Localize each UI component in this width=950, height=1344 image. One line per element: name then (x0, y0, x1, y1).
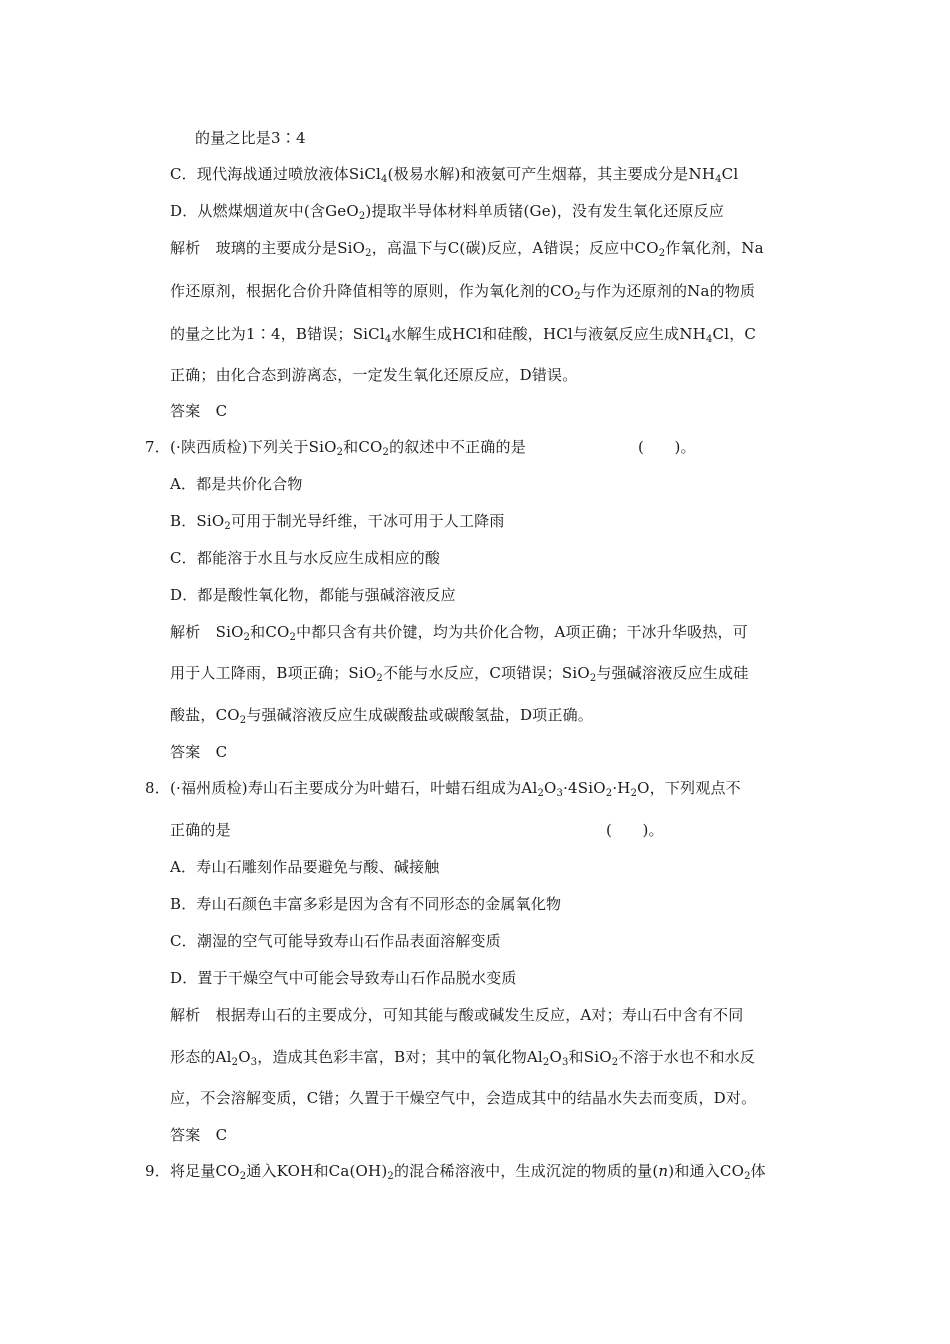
text-span: 与强碱溶液反应生成碳酸盐或碳酸氢盐，D项正确。 (246, 706, 593, 724)
option-a (170, 856, 439, 878)
text-span: D．都是酸性氧化物，都能与强碱溶液反应 (170, 586, 456, 604)
text-span: 水解生成HCl和硅酸，HCl与液氨反应生成NH (391, 325, 706, 343)
answer (170, 400, 227, 422)
subscript: 2 (224, 521, 231, 532)
text-span: A．都是共价化合物 (170, 475, 303, 493)
answer-paren (638, 436, 696, 458)
text-span: O (549, 1048, 562, 1066)
text-span: 正确；由化合态到游离态，一定发生氧化还原反应，D错误。 (170, 366, 578, 384)
text-span: B．SiO (170, 512, 225, 530)
explanation-line (170, 323, 756, 345)
option-d (170, 584, 456, 606)
text-span: 答案 C (170, 402, 228, 420)
text-span: 和CO (343, 438, 383, 456)
subscript: 3 (556, 788, 564, 799)
text-span: O (238, 1048, 251, 1066)
subscript: 2 (239, 1171, 247, 1182)
option-d (170, 967, 517, 989)
option-b (170, 510, 505, 532)
subscript: 2 (630, 788, 638, 799)
text-span: O (544, 779, 557, 797)
text-span: C．都能溶于水且与水反应生成相应的酸 (170, 549, 441, 567)
text-span: 的混合稀溶液中，生成沉淀的物质的量( (393, 1162, 659, 1180)
question-8 (145, 777, 741, 799)
explanation-line (170, 280, 755, 302)
text-span: 和SiO (568, 1048, 612, 1066)
text-span: 不能与水反应，C项错误；SiO (382, 664, 590, 682)
text-span: 可用于制光导纤维，干冰可用于人工降雨 (230, 512, 505, 530)
text-span: 解析 SiO (170, 623, 244, 641)
text-span: 解析 根据寿山石的主要成分，可知其能与酸或碱发生反应，A对；寿山石中含有不同 (170, 1006, 744, 1024)
subscript: 2 (589, 673, 597, 684)
option-c (170, 930, 501, 952)
text-span: 解析 玻璃的主要成分是SiO (170, 239, 366, 257)
text-span: D．从燃煤烟道灰中(含GeO (170, 202, 359, 220)
subscript: 2 (358, 211, 366, 222)
subscript: 2 (365, 248, 372, 259)
explanation-line (170, 704, 593, 726)
text-span: 不溶于水也不和水反 (618, 1048, 756, 1066)
text-span: B．寿山石颜色丰富多彩是因为含有不同形态的金属氧化物 (170, 895, 562, 913)
text-span: 的量之比为1∶4，B错误；SiCl (170, 325, 385, 343)
text-span: n (658, 1162, 669, 1180)
subscript: 4 (381, 174, 388, 185)
question-8-cont (170, 819, 231, 841)
explanation-line (170, 1004, 743, 1026)
explanation-line (170, 1087, 756, 1109)
text-span: O，下列观点不 (637, 779, 741, 797)
explanation-line (170, 364, 577, 386)
text-span: 形态的Al (170, 1048, 232, 1066)
subscript: 4 (715, 174, 722, 185)
text-span: 的量之比是3∶4 (195, 129, 306, 147)
subscript: 2 (744, 1171, 751, 1182)
text-span: 与强碱溶液反应生成硅 (596, 664, 749, 682)
text-span: 答案 C (170, 743, 228, 761)
subscript: 3 (561, 1057, 569, 1068)
text-span: 答案 C (170, 1126, 228, 1144)
subscript: 2 (243, 632, 251, 643)
text-span: 作氧化剂，Na (665, 239, 764, 257)
text-line (195, 127, 306, 149)
text-span: 的叙述中不正确的是 (389, 438, 526, 456)
answer (170, 1124, 227, 1146)
text-span: )和通入CO (668, 1162, 745, 1180)
text-span: ·4SiO (563, 779, 606, 797)
text-span: C．现代海战通过喷放液体SiCl (170, 165, 382, 183)
subscript: 2 (231, 1057, 239, 1068)
subscript: 2 (376, 673, 383, 684)
text-span: 应，不会溶解变质，C错；久置于干燥空气中，会造成其中的结晶水失去而变质，D对。 (170, 1089, 757, 1107)
subscript: 2 (542, 1057, 550, 1068)
subscript: 2 (239, 715, 247, 726)
text-span: )提取半导体材料单质锗(Ge)，没有发生氧化还原反应 (365, 202, 725, 220)
subscript: 2 (611, 1057, 619, 1068)
text-span: 8．(·福州质检)寿山石主要成分为叶蜡石，叶蜡石组成为Al (145, 779, 538, 797)
text-span: 7．(·陕西质检)下列关于SiO (145, 438, 337, 456)
option-d (170, 200, 724, 222)
answer (170, 741, 227, 763)
option-c (170, 163, 738, 185)
text-span: ( )。 (606, 821, 664, 839)
text-span: (极易水解)和液氨可产生烟幕，其主要成分是NH (387, 165, 716, 183)
text-span: C．潮湿的空气可能导致寿山石作品表面溶解变质 (170, 932, 501, 950)
text-span: 和CO (250, 623, 290, 641)
text-span: 体 (750, 1162, 766, 1180)
explanation-line (170, 1046, 755, 1068)
text-span: 9．将足量CO (145, 1162, 240, 1180)
subscript: 2 (382, 447, 390, 458)
text-span: 作还原剂，根据化合价升降值相等的原则，作为氧化剂的CO (170, 282, 575, 300)
explanation-line (170, 662, 748, 684)
text-span: ( )。 (638, 438, 696, 456)
subscript: 4 (384, 334, 392, 345)
subscript: 2 (537, 788, 545, 799)
text-span: 正确的是 (170, 821, 231, 839)
text-span: 与作为还原剂的Na的物质 (580, 282, 756, 300)
subscript: 2 (387, 1171, 394, 1182)
text-span: Cl，C (712, 325, 757, 343)
text-span: 用于人工降雨，B项正确；SiO (170, 664, 377, 682)
subscript: 2 (289, 632, 297, 643)
option-c (170, 547, 440, 569)
text-span: ，高温下与C(碳)反应，A错误；反应中CO (371, 239, 659, 257)
text-span: A．寿山石雕刻作品要避免与酸、碱接触 (170, 858, 440, 876)
subscript: 4 (705, 334, 713, 345)
text-span: Cl (721, 165, 739, 183)
text-span: ，造成其色彩丰富，B对；其中的氧化物Al (257, 1048, 543, 1066)
subscript: 3 (250, 1057, 258, 1068)
option-b (170, 893, 561, 915)
answer-paren (606, 819, 664, 841)
text-span: 酸盐，CO (170, 706, 240, 724)
explanation-line (170, 621, 748, 643)
option-a (170, 473, 303, 495)
question-7 (145, 436, 526, 458)
subscript: 2 (336, 447, 344, 458)
text-span: D．置于干燥空气中可能会导致寿山石作品脱水变质 (170, 969, 517, 987)
subscript: 2 (605, 788, 613, 799)
text-span: 通入KOH和Ca(OH) (246, 1162, 388, 1180)
subscript: 2 (658, 248, 666, 259)
text-span: ·H (612, 779, 631, 797)
subscript: 2 (574, 291, 581, 302)
explanation-line (170, 237, 764, 259)
question-9 (145, 1160, 766, 1182)
text-span: 中都只含有共价键，均为共价化合物，A项正确；干冰升华吸热，可 (296, 623, 748, 641)
